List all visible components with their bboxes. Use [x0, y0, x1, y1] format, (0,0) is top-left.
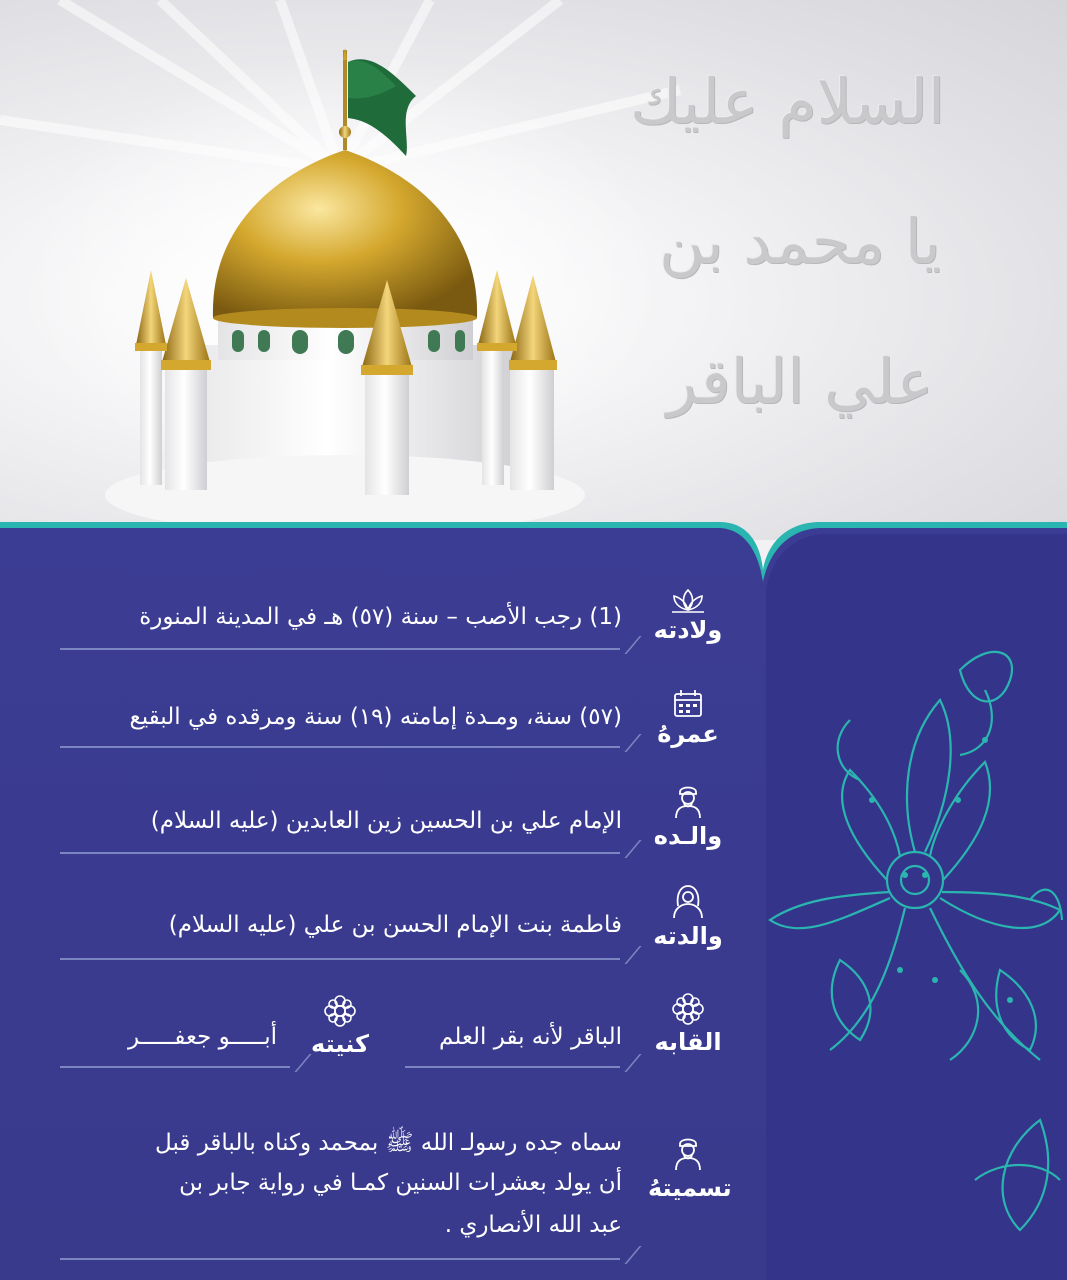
man-icon [670, 1134, 706, 1172]
flower-ornament-icon [671, 992, 705, 1026]
father-value: الإمام علي بن الحسين زين العابدين (عليه السلام) [150, 808, 622, 834]
calligraphy-line-3: علي الباقر [666, 345, 934, 418]
mother-label-block [648, 882, 728, 950]
kunya-value: أبـــــو جعفـــــر [127, 1024, 277, 1050]
calendar-icon [671, 688, 705, 718]
age-underline [60, 746, 620, 748]
naming-line-2: أن يولد بعشرات السنين كمـا في رواية جابر بن [179, 1170, 622, 1196]
naming-label-block [648, 1134, 732, 1202]
titles-label: القابه [654, 1028, 722, 1056]
calligraphy-greeting [630, 45, 945, 495]
mother-underline [60, 958, 620, 960]
titles-underline [405, 1066, 620, 1068]
birth-underline [60, 648, 620, 650]
lotus-icon [668, 588, 708, 614]
naming-underline [60, 1258, 620, 1260]
kunya-label-block [300, 994, 380, 1058]
birth-value: (1) رجب الأصب – سنة (٥٧) هـ في المدينة المنورة [139, 604, 622, 630]
calligraphy-line-2: يا محمد بن [659, 205, 941, 278]
age-value: (٥٧) سنة، ومـدة إمامته (١٩) سنة ومرقده في البقيع [129, 704, 622, 730]
mother-label: والدته [653, 922, 723, 950]
age-label-block [648, 688, 728, 748]
man-icon [670, 782, 706, 820]
mother-value: فاطمة بنت الإمام الحسن بن علي (عليه السلام) [168, 912, 622, 938]
birth-label: ولادته [653, 616, 723, 644]
titles-label-block [648, 992, 728, 1056]
kunya-underline [60, 1066, 290, 1068]
naming-line-3: عبد الله الأنصاري . [444, 1212, 622, 1238]
naming-label: تسميتهُ [648, 1174, 732, 1202]
age-label: عمرهُ [657, 720, 719, 748]
father-label: والـده [653, 822, 723, 850]
titles-value: الباقر لأنه بقر العلم [439, 1024, 622, 1050]
woman-icon [670, 882, 706, 920]
calligraphy-line-1: السلام عليك [630, 65, 945, 138]
birth-label-block [648, 588, 728, 644]
kunya-label: كنيته [311, 1030, 369, 1058]
father-underline [60, 852, 620, 854]
father-label-block [648, 782, 728, 850]
flower-ornament-icon [323, 994, 357, 1028]
naming-line-1: سماه جده رسولـ الله ﷺ بمحمد وكناه بالباقر قبل [155, 1130, 622, 1156]
hero-banner [0, 0, 1067, 540]
